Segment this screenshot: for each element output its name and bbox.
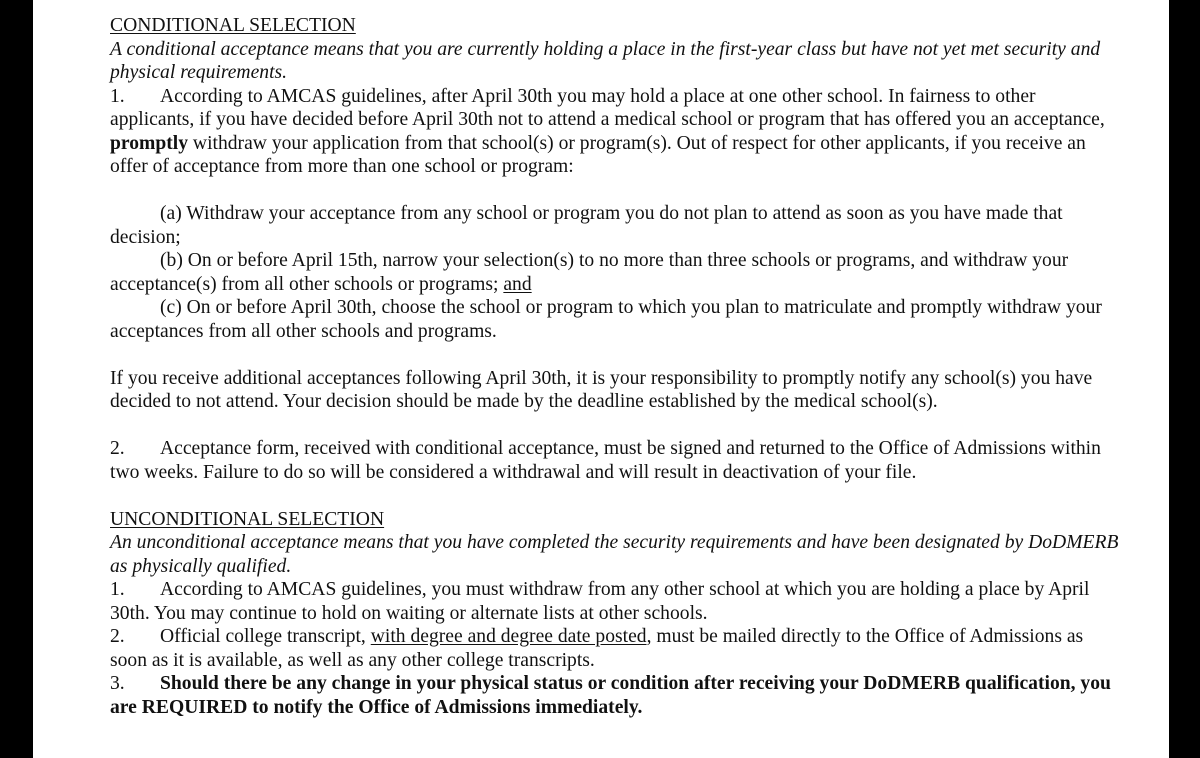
unconditional-item-1-text: According to AMCAS guidelines, you must withdraw from any other school at which you are holding a place by April 30th. You may continue to hold on waiting or alternate lists at other schools. <box>110 579 1090 624</box>
unconditional-item-2-text-b: , must be mailed directly to the Office of Admissions as soon as it is available, as well as any other college transcripts. <box>110 626 1084 671</box>
unconditional-item-2-number: 2. <box>110 626 125 647</box>
unconditional-item-3-number: 3. <box>110 673 125 694</box>
unconditional-item-2 <box>110 625 1120 672</box>
unconditional-heading: UNCONDITIONAL SELECTION <box>110 508 385 530</box>
unconditional-item-2-underlined: with degree and degree date posted <box>370 626 647 647</box>
spacer <box>110 484 1120 508</box>
conditional-sub-b <box>110 249 1120 296</box>
conditional-item-1-text-a: According to AMCAS guidelines, after April 30th you may hold a place at one other school. In fairness to other applicants, if you have decided before April 30th not to attend a medical school or program that has offered you an acceptance, <box>110 85 1105 130</box>
conditional-item-2-number: 2. <box>110 438 125 459</box>
unconditional-intro: An unconditional acceptance means that you have completed the security requirements and have been designated by DoDMERB as physically qualified. <box>110 532 1119 577</box>
conditional-item-1-text-b: withdraw your application from that school(s) or program(s). Out of respect for other applicants, if you receive an offer of acceptance from more than one school or program: <box>110 132 1086 177</box>
conditional-item-2-text: Acceptance form, received with conditional acceptance, must be signed and returned to the Office of Admissions within two weeks. Failure to do so will be considered a withdrawal and will result in deactivation of your file. <box>110 438 1101 483</box>
unconditional-item-2-text-a: Official college transcript, <box>160 626 371 647</box>
conditional-sub-b-text: (b) On or before April 15th, narrow your selection(s) to no more than three schools or programs, and withdraw your acceptance(s) from all other schools or programs; <box>110 250 1069 295</box>
conditional-heading: CONDITIONAL SELECTION <box>110 15 356 36</box>
conditional-item-2 <box>110 437 1120 484</box>
document-page <box>33 0 1169 758</box>
conditional-item-1-bold: promptly <box>110 132 189 154</box>
unconditional-item-3-text: Should there be any change in your physical status or condition after receiving your DoDMERB qualification, you are REQUIRED to notify the Office of Admissions immediately. <box>110 673 1111 718</box>
conditional-additional: If you receive additional acceptances following April 30th, it is your responsibility to promptly notify any school(s) you have decided to not attend. Your decision should be made by the deadline established by the medical school(s). <box>110 367 1093 412</box>
conditional-sub-c: (c) On or before April 30th, choose the school or program to which you plan to matriculate and promptly withdraw your acceptances from all other schools and programs. <box>110 297 1102 342</box>
conditional-item-1 <box>110 85 1120 179</box>
spacer <box>110 414 1120 438</box>
document-content <box>110 14 1120 719</box>
unconditional-item-1-number: 1. <box>110 579 125 600</box>
spacer <box>110 179 1120 203</box>
conditional-sub-b-and: and <box>503 273 532 295</box>
conditional-sub-a: (a) Withdraw your acceptance from any school or program you do not plan to attend as soon as you have made that decision; <box>110 203 1063 248</box>
conditional-item-1-number: 1. <box>110 85 125 107</box>
unconditional-item-1 <box>110 578 1120 625</box>
spacer <box>110 343 1120 367</box>
conditional-intro: A conditional acceptance means that you are currently holding a place in the first-year class but have not yet met security and physical requirements. <box>110 38 1101 83</box>
unconditional-item-3 <box>110 672 1120 719</box>
